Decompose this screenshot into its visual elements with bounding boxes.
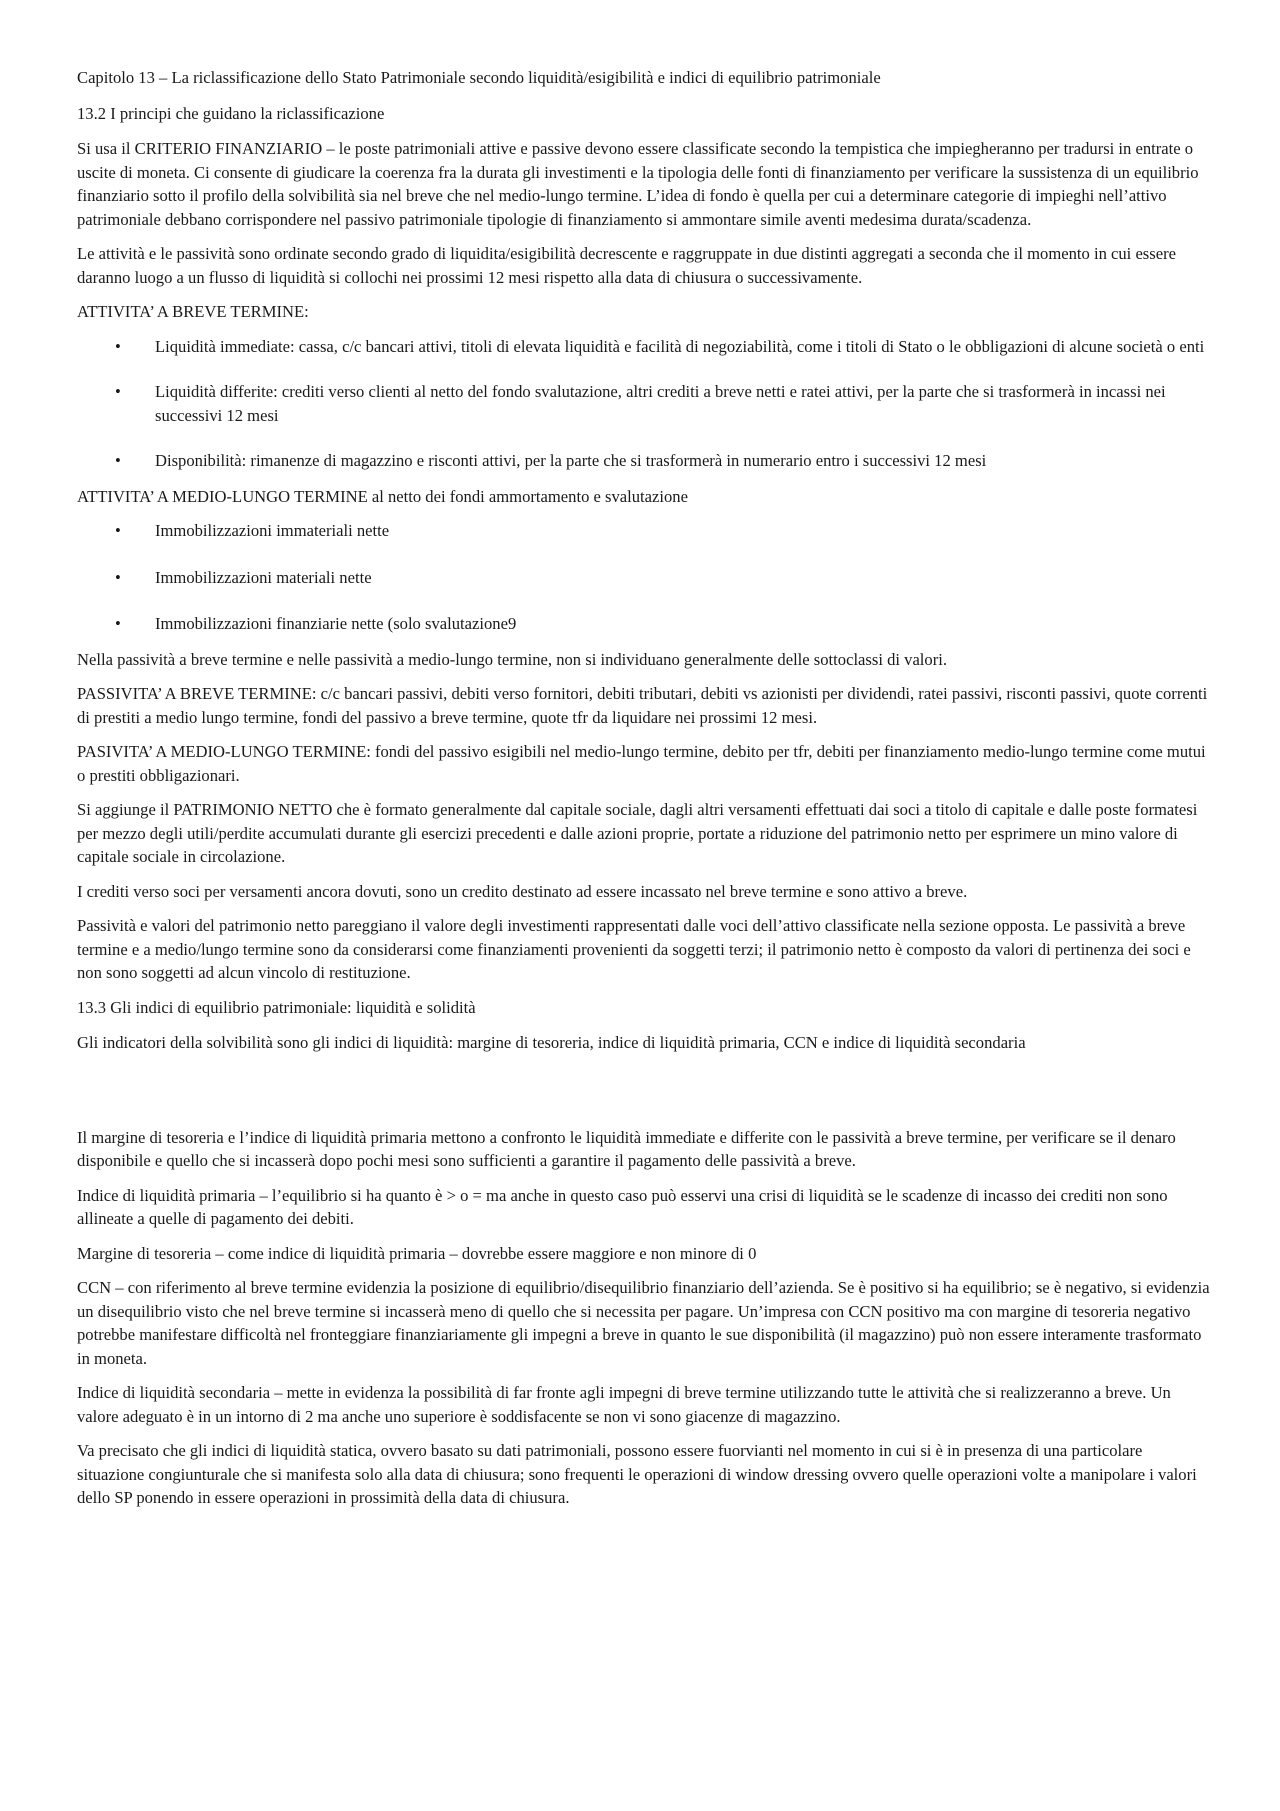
paragraph-indicatori: Gli indicatori della solvibilità sono gli indici di liquidità: margine di tesoreria, indice di liquidità primaria, CCN e indice di liquidità secondaria (77, 1033, 1026, 1052)
paragraph-ccn: CCN – con riferimento al breve termine evidenzia la posizione di equilibrio/disequilibrio finanziario dell’azienda. Se è positivo si ha equilibrio; se è negativo, si evidenzia un disequilibrio visto che nel breve termine si incasserà meno di quello che si necessita per pagare. Un’impresa con CCN positivo ma con margine di tesoreria negativo potrebbe manifestare difficoltà nel fronteggiare finanziariamente gli impegni a breve in quanto le sue disponibilità (il magazzino) può non essere interamente trasformato in moneta. (77, 1278, 1210, 1368)
attivita-ml-list (77, 519, 1212, 636)
paragraph-indice-secondaria: Indice di liquidità secondaria – mette in evidenza la possibilità di far fronte agli impegni di breve termine utilizzando tutte le attività che si realizzeranno a breve. Un valore adeguato è in un intorno di 2 ma anche uno superiore è soddisfacente se non vi sono giacenze di magazzino. (77, 1383, 1171, 1426)
list-item (77, 519, 1212, 543)
attivita-ml-heading: ATTIVITA’ A MEDIO-LUNGO TERMINE al netto dei fondi ammortamento e svalutazione (77, 486, 688, 506)
paragraph-patrimonio-netto: Si aggiunge il PATRIMONIO NETTO che è formato generalmente dal capitale sociale, dagli altri versamenti effettuati dai soci a titolo di capitale e dalle poste formatesi per mezzo degli utili/perdite accumulati durante gli esercizi precedenti e dalle azioni proprie, portate a riduzione del patrimonio netto per esprimere un mino valore di capitale sociale in circolazione. (77, 800, 1198, 866)
list-item (77, 380, 1212, 427)
paragraph-criterio-finanziario: Si usa il CRITERIO FINANZIARIO – le poste patrimoniali attive e passive devono essere classificate secondo la tempistica che impiegheranno per tradursi in entrate o uscite di moneta. Ci consente di giudicare la coerenza fra la durata gli investimenti e la tipologia delle fonti di finanziamento per verificare la sussistenza di un equilibrio finanziario sotto il profilo della solvibilità sia nel breve che nel medio-lungo termine. L’idea di fondo è quella per cui a determinare categorie di impieghi nell’attivo patrimoniale debbano corrispondere nel passivo patrimoniale tipologie di finanziamento si ammontare simile aventi medesima durata/scadenza. (77, 139, 1199, 229)
list-item (77, 335, 1212, 359)
list-item-text: Immobilizzazioni finanziarie nette (solo svalutazione9 (155, 614, 517, 633)
list-item (77, 566, 1212, 590)
bullet-icon: • (115, 614, 121, 633)
paragraph-ordine-liquidita: Le attività e le passività sono ordinate secondo grado di liquidita/esigibilità decrescente e raggruppate in due distinti aggregati a seconda che il momento in cui essere daranno luogo a un flusso di liquidità si collochi nei prossimi 12 mesi rispetto alla data di chiusura o successivamente. (77, 244, 1176, 287)
list-item-text: Immobilizzazioni immateriali nette (155, 521, 390, 540)
paragraph-passivita-breve: PASSIVITA’ A BREVE TERMINE: c/c bancari passivi, debiti verso fornitori, debiti tributari, debiti vs azionisti per dividendi, ratei passivi, risconti passivi, quote correnti di prestiti a medio lungo termine, fondi del passivo a breve termine, quote tfr da liquidare nei prossimi 12 mesi. (77, 684, 1208, 727)
bullet-icon: • (115, 451, 121, 470)
section-heading-13-2: 13.2 I principi che guidano la riclassificazione (77, 103, 385, 123)
blank-space (77, 1066, 1212, 1126)
paragraph-sottoclassi: Nella passività a breve termine e nelle passività a medio-lungo termine, non si individuano generalmente delle sottoclassi di valori. (77, 649, 947, 669)
bullet-icon: • (115, 382, 121, 401)
document-page (77, 66, 1212, 1521)
paragraph-indice-primaria: Indice di liquidità primaria – l’equilibrio si ha quanto è > o = ma anche in questo caso può esservi una crisi di liquidità se le scadenze di incasso dei crediti non sono allineate a quelle di pagamento dei debiti. (77, 1185, 1168, 1228)
section-heading-13-3: 13.3 Gli indici di equilibrio patrimoniale: liquidità e solidità (77, 997, 476, 1017)
list-item-text: Liquidità immediate: cassa, c/c bancari attivi, titoli di elevata liquidità e facilità di negoziabilità, come i titoli di Stato o le obbligazioni di alcune società o enti (155, 336, 1205, 356)
paragraph-crediti-soci: I crediti verso soci per versamenti ancora dovuti, sono un credito destinato ad essere incassato nel breve termine e sono attivo a breve. (77, 881, 968, 901)
paragraph-passivita-medio-lungo: PASIVITA’ A MEDIO-LUNGO TERMINE: fondi del passivo esigibili nel medio-lungo termine, debito per tfr, debiti per finanziamento medio-lungo termine come mutui o prestiti obbligazionari. (77, 742, 1206, 785)
list-item-text: Immobilizzazioni materiali nette (155, 567, 372, 587)
list-item (77, 612, 1212, 636)
paragraph-pareggiano: Passività e valori del patrimonio netto pareggiano il valore degli investimenti rappresentati dalle voci dell’attivo classificate nella sezione opposta. Le passività a breve termine e a medio/lungo termine sono da considerarsi come finanziamenti provenienti da soggetti terzi; il patrimonio netto è composto da valori di pertinenza dei soci e non sono soggetti ad alcun vincolo di restituzione. (77, 916, 1191, 982)
chapter-title: Capitolo 13 – La riclassificazione dello Stato Patrimoniale secondo liquidità/esigibilità e indici di equilibrio patrimoniale (77, 68, 881, 87)
list-item-text: Disponibilità: rimanenze di magazzino e risconti attivi, per la parte che si trasformerà in numerario entro i successivi 12 mesi (155, 451, 987, 470)
bullet-icon: • (115, 336, 121, 356)
paragraph-window-dressing: Va precisato che gli indici di liquidità statica, ovvero basato su dati patrimoniali, possono essere fuorvianti nel momento in cui si è in presenza di una particolare situazione congiunturale che si manifesta solo alla data di chiusura; sono frequenti le operazioni di window dressing ovvero quelle operazioni volte a manipolare i valori dello SP ponendo in essere operazioni in prossimità della data di chiusura. (77, 1441, 1197, 1507)
paragraph-margine-confronto: Il margine di tesoreria e l’indice di liquidità primaria mettono a confronto le liquidità immediate e differite con le passività a breve termine, per verificare se il denaro disponibile e quello che si incasserà dopo pochi mesi sono sufficienti a garantire il pagamento delle passività a breve. (77, 1127, 1176, 1170)
attivita-breve-list (77, 335, 1212, 473)
list-item (77, 449, 1212, 473)
bullet-icon: • (115, 521, 121, 540)
attivita-breve-heading: ATTIVITA’ A BREVE TERMINE: (77, 302, 309, 321)
list-item-text: Liquidità differite: crediti verso clienti al netto del fondo svalutazione, altri crediti a breve netti e ratei attivi, per la parte che si trasformerà in incassi nei successivi 12 mesi (155, 382, 1166, 425)
bullet-icon: • (115, 567, 121, 587)
paragraph-margine-tesoreria: Margine di tesoreria – come indice di liquidità primaria – dovrebbe essere maggiore e non minore di 0 (77, 1243, 757, 1263)
